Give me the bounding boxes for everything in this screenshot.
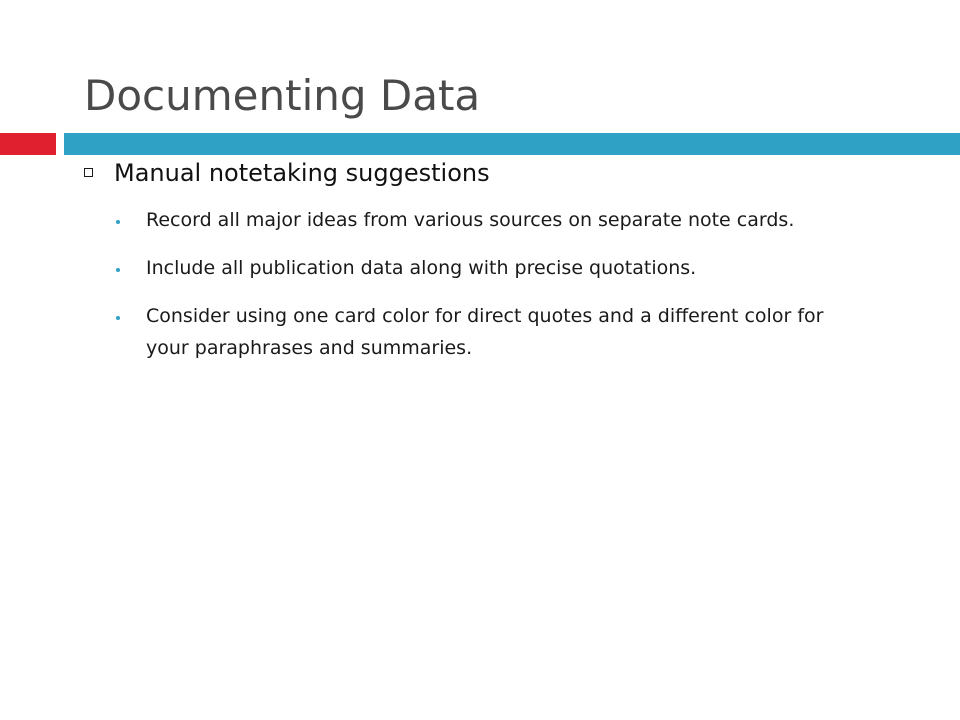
dot-bullet-icon [116,316,120,320]
accent-bar-blue [64,133,960,155]
list-item [114,252,854,284]
main-bullet-text: Manual notetaking suggestions [114,159,490,187]
main-bullet-point [84,156,904,192]
sub-bullet-list [114,204,854,380]
dot-bullet-icon [116,268,120,272]
sub-bullet-text: Include all publication data along with precise quotations. [146,257,697,279]
slide-title: Documenting Data [84,71,481,120]
list-item [114,204,854,236]
square-bullet-icon [84,168,93,177]
dot-bullet-icon [116,220,120,224]
list-item [114,300,854,364]
sub-bullet-text: Record all major ideas from various sources on separate note cards. [146,209,795,231]
accent-bar-red [0,133,56,155]
sub-bullet-text: Consider using one card color for direct quotes and a different color for your paraphrases and summaries. [146,305,824,359]
